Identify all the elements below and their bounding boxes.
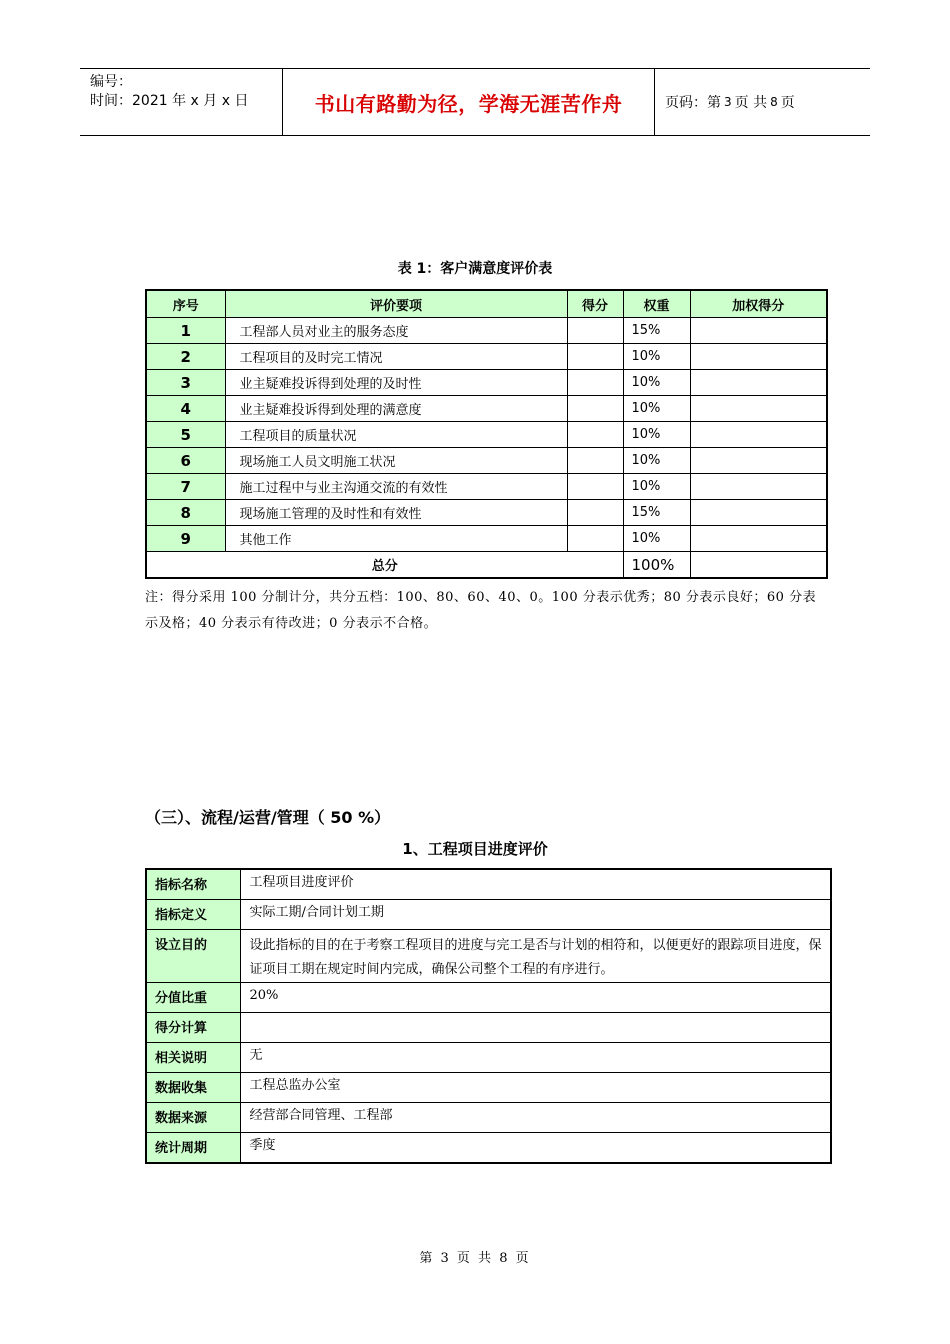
row-weight: 10% bbox=[623, 370, 690, 396]
row-weight: 10% bbox=[623, 344, 690, 370]
indicator-value bbox=[240, 1013, 831, 1043]
row-weight: 10% bbox=[623, 526, 690, 552]
page-header bbox=[80, 68, 870, 136]
indicator-value: 无 bbox=[240, 1043, 831, 1073]
row-weight: 10% bbox=[623, 474, 690, 500]
table1-title: 表 1：客户满意度评价表 bbox=[397, 261, 553, 277]
table-row bbox=[146, 396, 827, 422]
indicator-value: 季度 bbox=[240, 1133, 831, 1164]
row-seq: 7 bbox=[146, 474, 225, 500]
sub-heading: 1、工程项目进度评价 bbox=[402, 840, 548, 858]
page-suffix: 页 bbox=[780, 95, 795, 111]
row-item: 现场施工管理的及时性和有效性 bbox=[225, 500, 567, 526]
row-score bbox=[567, 396, 623, 422]
header-motto: 书山有路勤为径，学海无涯苦作舟 bbox=[282, 69, 655, 135]
row-weighted bbox=[690, 396, 827, 422]
row-score bbox=[567, 344, 623, 370]
total-label: 总分 bbox=[146, 552, 623, 579]
header-weighted: 加权得分 bbox=[690, 290, 827, 318]
satisfaction-table bbox=[145, 289, 828, 579]
indicator-row bbox=[146, 1133, 831, 1164]
row-weighted bbox=[690, 500, 827, 526]
row-seq: 1 bbox=[146, 318, 225, 344]
indicator-value: 设此指标的目的在于考察工程项目的进度与完工是否与计划的相符和，以便更好的跟踪项目进度，保证项目工期在规定时间内完成，确保公司整个工程的有序进行。 bbox=[240, 930, 831, 983]
row-seq: 9 bbox=[146, 526, 225, 552]
header-page-info bbox=[655, 69, 870, 135]
table1-header-row bbox=[146, 290, 827, 318]
row-weight: 10% bbox=[623, 422, 690, 448]
row-weight: 10% bbox=[623, 396, 690, 422]
page-mid: 页 共 bbox=[734, 95, 768, 111]
row-score bbox=[567, 370, 623, 396]
row-weighted bbox=[690, 344, 827, 370]
row-item: 业主疑难投诉得到处理的及时性 bbox=[225, 370, 567, 396]
page-total: 8 bbox=[770, 95, 778, 109]
row-item: 工程项目的及时完工情况 bbox=[225, 344, 567, 370]
row-score bbox=[567, 318, 623, 344]
indicator-row bbox=[146, 1043, 831, 1073]
row-weighted bbox=[690, 370, 827, 396]
row-score bbox=[567, 448, 623, 474]
table-row bbox=[146, 526, 827, 552]
indicator-label: 分值比重 bbox=[146, 983, 240, 1013]
row-weight: 15% bbox=[623, 318, 690, 344]
table-row bbox=[146, 448, 827, 474]
indicator-row bbox=[146, 869, 831, 900]
row-score bbox=[567, 526, 623, 552]
header-score: 得分 bbox=[567, 290, 623, 318]
page-prefix: 页码：第 bbox=[665, 95, 721, 111]
row-seq: 4 bbox=[146, 396, 225, 422]
row-item: 其他工作 bbox=[225, 526, 567, 552]
row-seq: 5 bbox=[146, 422, 225, 448]
row-seq: 3 bbox=[146, 370, 225, 396]
row-score bbox=[567, 500, 623, 526]
indicator-row bbox=[146, 930, 831, 983]
header-info bbox=[80, 69, 282, 135]
row-weight: 15% bbox=[623, 500, 690, 526]
header-seq: 序号 bbox=[146, 290, 225, 318]
table-row bbox=[146, 318, 827, 344]
indicator-label: 指标定义 bbox=[146, 900, 240, 930]
row-item: 施工过程中与业主沟通交流的有效性 bbox=[225, 474, 567, 500]
table-row bbox=[146, 500, 827, 526]
indicator-label: 数据来源 bbox=[146, 1103, 240, 1133]
row-item: 工程部人员对业主的服务态度 bbox=[225, 318, 567, 344]
header-item: 评价要项 bbox=[225, 290, 567, 318]
indicator-row bbox=[146, 900, 831, 930]
row-seq: 8 bbox=[146, 500, 225, 526]
row-seq: 6 bbox=[146, 448, 225, 474]
table-row bbox=[146, 370, 827, 396]
indicator-value: 工程项目进度评价 bbox=[240, 869, 831, 900]
indicator-row bbox=[146, 1103, 831, 1133]
row-seq: 2 bbox=[146, 344, 225, 370]
page-footer: 第 3 页 共 8 页 bbox=[419, 1251, 531, 1266]
table-row bbox=[146, 474, 827, 500]
row-item: 工程项目的质量状况 bbox=[225, 422, 567, 448]
total-weight: 100% bbox=[623, 552, 690, 579]
section-heading: （三）、流程/运营/管理（ 50 %） bbox=[145, 808, 391, 827]
row-score bbox=[567, 422, 623, 448]
indicator-value: 经营部合同管理、工程部 bbox=[240, 1103, 831, 1133]
indicator-value: 工程总监办公室 bbox=[240, 1073, 831, 1103]
indicator-label: 数据收集 bbox=[146, 1073, 240, 1103]
indicator-row bbox=[146, 1073, 831, 1103]
row-item: 业主疑难投诉得到处理的满意度 bbox=[225, 396, 567, 422]
total-weighted bbox=[690, 552, 827, 579]
row-weighted bbox=[690, 318, 827, 344]
row-weight: 10% bbox=[623, 448, 690, 474]
indicator-value: 20% bbox=[240, 983, 831, 1013]
row-weighted bbox=[690, 422, 827, 448]
indicator-label: 相关说明 bbox=[146, 1043, 240, 1073]
row-weighted bbox=[690, 448, 827, 474]
indicator-label: 得分计算 bbox=[146, 1013, 240, 1043]
header-weight: 权重 bbox=[623, 290, 690, 318]
indicator-label: 统计周期 bbox=[146, 1133, 240, 1164]
row-score bbox=[567, 474, 623, 500]
indicator-row bbox=[146, 1013, 831, 1043]
indicator-label: 设立目的 bbox=[146, 930, 240, 983]
indicator-value: 实际工期/合同计划工期 bbox=[240, 900, 831, 930]
header-number-label: 编号： bbox=[90, 74, 132, 90]
indicator-row bbox=[146, 983, 831, 1013]
indicator-label: 指标名称 bbox=[146, 869, 240, 900]
scoring-note: 注：得分采用 100 分制计分，共分五档：100、80、60、40、0。100 分表示优秀；80 分表示良好；60 分表示及格；40 分表示有待改进；0 分表示不合格。 bbox=[145, 590, 817, 631]
table-row bbox=[146, 422, 827, 448]
table-row bbox=[146, 344, 827, 370]
row-weighted bbox=[690, 474, 827, 500]
indicator-table bbox=[145, 868, 832, 1164]
row-weighted bbox=[690, 526, 827, 552]
header-time-label: 时间：2021 年 x 月 x 日 bbox=[90, 93, 249, 109]
row-item: 现场施工人员文明施工状况 bbox=[225, 448, 567, 474]
table1-total-row bbox=[146, 552, 827, 579]
page-current: 3 bbox=[724, 95, 732, 109]
